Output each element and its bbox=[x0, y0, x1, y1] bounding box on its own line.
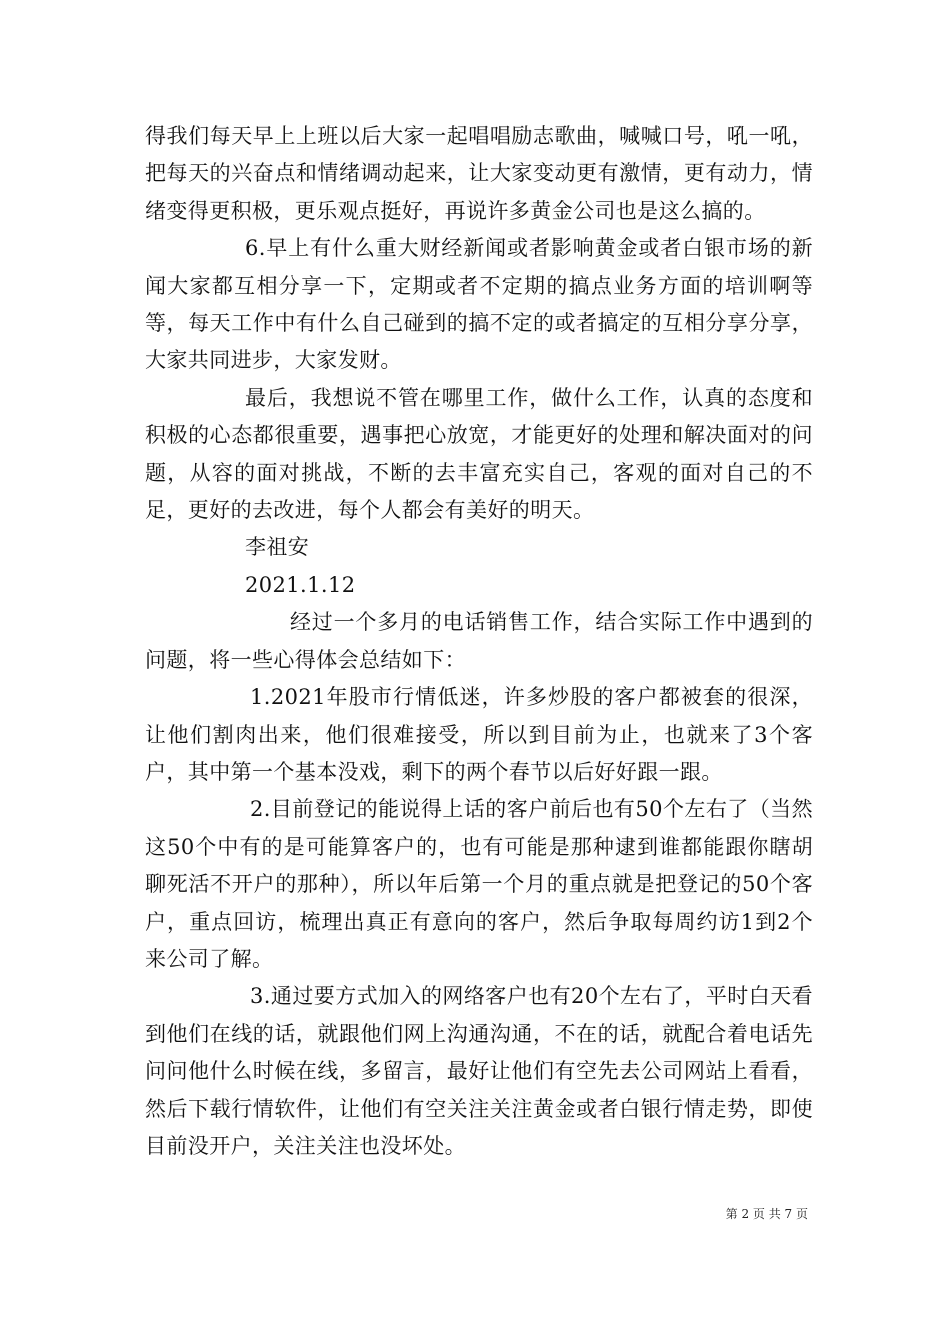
paragraph-item-1: 1.2021年股市行情低迷，许多炒股的客户都被套的很深，让他们割肉出来，他们很难接受，所以到目前为止，也就来了3个客户，其中第一个基本没戏，剩下的两个春节以后好好跟一跟。 bbox=[145, 685, 813, 784]
paragraph-item-2: 2.目前登记的能说得上话的客户前后也有50个左右了（当然这50个中有的是可能算客户的，也有可能是那种逮到谁都能跟你瞎胡聊死活不开户的那种），所以年后第一个月的重点就是把登记的50个客户，重点回访，梳理出真正有意向的客户，然后争取每周约访1到2个来公司了解。 bbox=[145, 797, 813, 971]
paragraph-conclusion: 最后，我想说不管在哪里工作，做什么工作，认真的态度和积极的心态都很重要，遇事把心放宽，才能更好的处理和解决面对的问题，从容的面对挑战，不断的去丰富充实自己，客观的面对自己的不足，更好的去改进，每个人都会有美好的明天。 bbox=[145, 385, 813, 523]
document-date: 2021.1.12 bbox=[245, 572, 356, 597]
paragraph-item-6: 6.早上有什么重大财经新闻或者影响黄金或者白银市场的新闻大家都互相分享一下，定期或者不定期的搞点业务方面的培训啊等等，每天工作中有什么自己碰到的搞不定的或者搞定的互相分享分享，大家共同进步，大家发财。 bbox=[145, 236, 813, 373]
paragraph-intro: 经过一个多月的电话销售工作，结合实际工作中遇到的问题，将一些心得体会总结如下： bbox=[145, 610, 813, 672]
document-body bbox=[145, 118, 813, 1165]
author-signature: 李祖安 bbox=[245, 535, 310, 560]
paragraph-continuation: 得我们每天早上上班以后大家一起唱唱励志歌曲，喊喊口号，吼一吼，把每天的兴奋点和情绪调动起来，让大家变动更有激情，更有动力，情绪变得更积极，更乐观点挺好，再说许多黄金公司也是这么搞的。 bbox=[145, 124, 813, 223]
page-number-footer: 第 2 页 共 7 页 bbox=[725, 1207, 808, 1221]
paragraph-item-3: 3.通过要方式加入的网络客户也有20个左右了，平时白天看到他们在线的话，就跟他们网上沟通沟通，不在的话，就配合着电话先问问他什么时候在线，多留言，最好让他们有空先去公司网站上看看，然后下载行情软件，让他们有空关注关注黄金或者白银行情走势，即使目前没开户，关注关注也没坏处。 bbox=[145, 984, 813, 1158]
